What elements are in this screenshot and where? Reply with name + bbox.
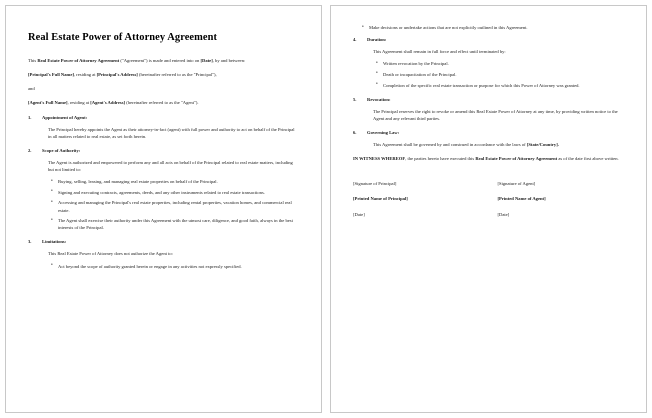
section-body: The Principal hereby appoints the Agent as their attorney-in-fact (agent) with full power and authority to act on behalf of the Principal in all matters related to real estate, as set forth herein. <box>48 126 295 139</box>
section-body: This Agreement shall remain in full force and effect until terminated by: <box>373 49 506 55</box>
list-item: • Written revocation by the Principal. <box>383 60 624 67</box>
section-body: The Agent is authorized and empowered to perform any and all acts on behalf of the Principal related to real estate matters, including but not limited to: <box>48 160 293 173</box>
section-heading: Appointment of Agent: <box>42 114 88 120</box>
intro-paragraph <box>28 57 299 64</box>
page-2-content <box>331 6 646 236</box>
agent-date-line[interactable]: [Date] <box>497 211 510 217</box>
signature-column-agent <box>498 180 625 225</box>
section-body: The Principal reserves the right to revoke or amend this Real Estate Power of Attorney at any time, by providing written notice to the Agent and any relevant third parties. <box>373 108 618 121</box>
governing-law-text: This Agreement shall be governed by and construed in accordance with the laws of <box>373 142 527 148</box>
closing-paragraph <box>353 155 624 162</box>
agent-printed-name-line[interactable]: [Printed Name of Agent] <box>497 196 546 202</box>
principal-printed-name-line[interactable]: [Printed Name of Principal] <box>353 196 408 202</box>
principal-residing: , residing at <box>73 72 97 78</box>
sections-list-page-1 <box>28 114 299 270</box>
principal-address-placeholder: [Principal's Address] <box>96 72 138 78</box>
section-number: 5. <box>353 96 357 102</box>
intro-post: ("Agreement") is made and entered into on <box>119 58 201 64</box>
principal-paragraph <box>28 71 299 78</box>
section-bullets <box>42 178 299 231</box>
section-heading: Governing Law: <box>367 129 400 135</box>
section-governing-law <box>353 129 624 148</box>
section-body: This Real Estate Power of Attorney does not authorize the Agent to: <box>48 251 173 257</box>
state-country-placeholder: [State/Country]. <box>526 142 559 148</box>
section-number: 4. <box>353 37 357 43</box>
principal-name-placeholder: [Principal's Full Name] <box>28 72 74 78</box>
list-item: • Accessing and managing the Principal's real estate properties, including rental properties, vacation homes, and commercial real estate. <box>58 199 299 213</box>
intro-pre: This <box>28 58 38 64</box>
section-number: 3. <box>28 239 32 245</box>
intro-date-placeholder: [Date] <box>200 58 213 64</box>
list-item: • Buying, selling, leasing, and managing real estate properties on behalf of the Principal. <box>58 178 299 185</box>
section-number: 2. <box>28 147 32 153</box>
list-item: • The Agent shall exercise their authority under this Agreement with the utmost care, diligence, and good faith, always in the best interests of the Principal. <box>58 217 299 231</box>
agent-name-placeholder: [Agent's Full Name] <box>28 100 68 106</box>
intro-end: , by and between: <box>212 58 246 64</box>
and-connector: and <box>28 86 35 92</box>
signature-block <box>353 180 624 225</box>
agent-paragraph <box>28 99 299 106</box>
principal-date-line[interactable]: [Date] <box>353 211 365 217</box>
closing-in-witness: IN WITNESS WHEREOF <box>353 156 406 162</box>
principal-post: (hereinafter referred to as the "Principal"), <box>137 72 217 78</box>
intro-agreement-name: Real Estate Power of Attorney Agreement <box>37 58 120 64</box>
list-item: • Act beyond the scope of authority granted herein or engage in any activities not expressly specified. <box>58 263 299 270</box>
sections-list-page-2 <box>353 36 624 148</box>
section-bullets <box>367 60 624 88</box>
list-item: • Death or incapacitation of the Principal. <box>383 71 624 78</box>
section-bullets <box>42 263 299 270</box>
section-heading: Revocation: <box>367 96 391 102</box>
closing-agreement-name: Real Estate Power of Attorney Agreement <box>475 156 558 162</box>
section-heading: Duration: <box>367 37 387 43</box>
section-heading: Limitations: <box>42 239 67 245</box>
section-heading: Scope of Authority: <box>42 147 81 153</box>
section-scope-of-authority <box>28 147 299 231</box>
section-number: 1. <box>28 114 32 120</box>
page-title: Real Estate Power of Attorney Agreement <box>28 32 218 43</box>
section-revocation <box>353 96 624 122</box>
section-limitations <box>28 238 299 269</box>
agent-residing: , residing at <box>67 100 91 106</box>
list-item: • Signing and executing contracts, agreements, deeds, and any other instruments related to real estate transactions. <box>58 189 299 196</box>
agent-signature-line[interactable]: [Signature of Agent] <box>497 181 536 187</box>
section-number: 6. <box>353 129 357 135</box>
list-item: • Make decisions or undertake actions that are not explicitly outlined in this Agreement. <box>369 24 624 31</box>
section-body <box>367 141 624 148</box>
section-duration <box>353 36 624 89</box>
document-page-1 <box>5 5 322 413</box>
closing-mid: , the parties hereto have executed this <box>405 156 476 162</box>
agent-address-placeholder: [Agent's Address] <box>90 100 126 106</box>
signature-column-principal <box>353 180 480 225</box>
section-appointment-of-agent <box>28 114 299 140</box>
principal-signature-line[interactable]: [Signature of Principal] <box>353 181 397 187</box>
closing-post: as of the date first above written. <box>557 156 619 162</box>
page-1-content <box>6 6 321 287</box>
continued-limitations-bullets <box>353 24 624 31</box>
agent-post: (hereinafter referred to as the "Agent"). <box>125 100 199 106</box>
document-page-2 <box>330 5 647 413</box>
list-item: • Completion of the specific real estate transaction or purpose for which this Power of Attorney was granted. <box>383 82 624 89</box>
